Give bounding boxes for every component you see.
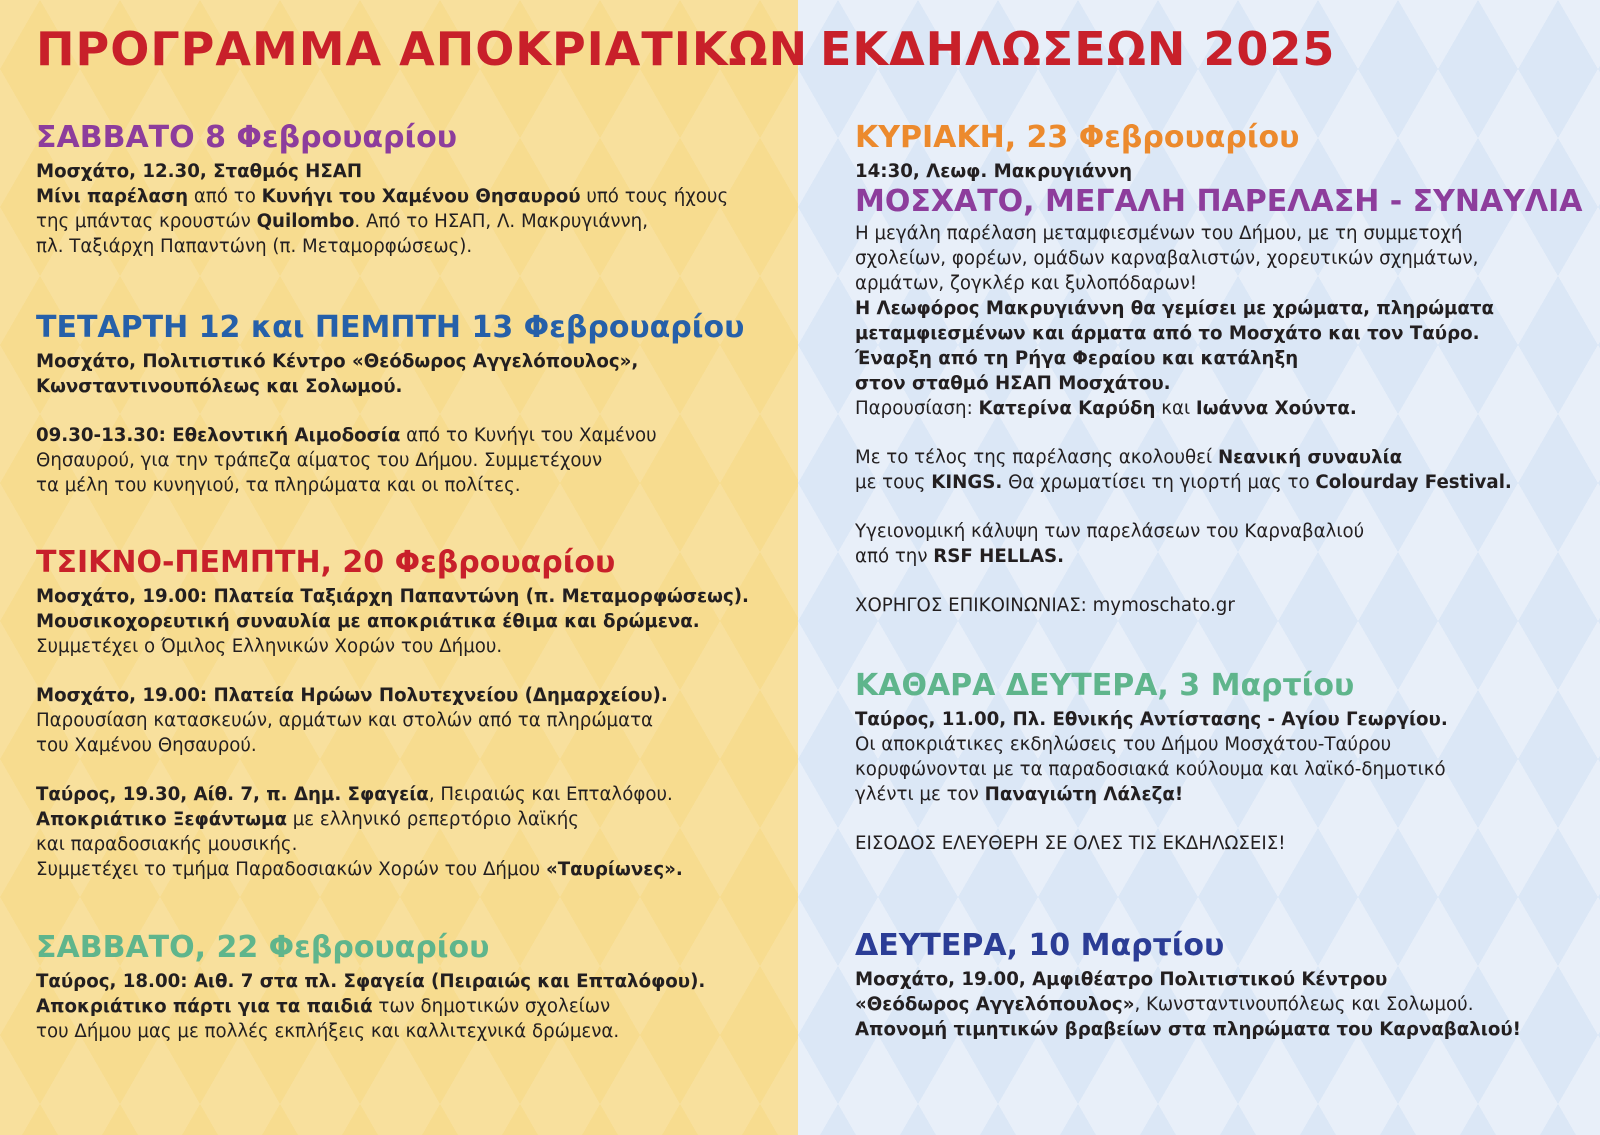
page-title-left: ΠΡΟΓΡΑΜΜΑ ΑΠΟΚΡΙΑΤΙΚΩΝ bbox=[36, 22, 809, 76]
event-line: «Θεόδωρος Αγγελόπουλος», Κωνσταντινουπόλεως και Σολωμού. bbox=[855, 994, 1474, 1015]
event-feb-23 bbox=[855, 120, 1583, 618]
event-heading: ΣΑΒΒΑΤΟ, 22 Φεβρουαρίου bbox=[36, 930, 490, 965]
event-feb-22 bbox=[36, 930, 705, 1044]
event-line: Οι αποκριάτικες εκδηλώσεις του Δήμου Μοσχάτου-Ταύρου bbox=[855, 734, 1392, 755]
event-line: Μοσχάτο, 19.00: Πλατεία Ηρώων Πολυτεχνείου (Δημαρχείου). bbox=[36, 685, 668, 706]
event-line: Ταύρος, 19.30, Αίθ. 7, π. Δημ. Σφαγεία, Πειραιώς και Επταλόφου. bbox=[36, 784, 673, 805]
event-heading: ΔΕΥΤΕΡΑ, 10 Μαρτίου bbox=[855, 928, 1225, 963]
event-feb-12-13 bbox=[36, 310, 744, 498]
event-line: από την RSF HELLAS. bbox=[855, 546, 1065, 567]
event-heading: ΚΥΡΙΑΚΗ, 23 Φεβρουαρίου bbox=[855, 120, 1300, 155]
event-line: Αποκριάτικο Ξεφάντωμα με ελληνικό ρεπερτόριο λαϊκής bbox=[36, 809, 579, 830]
event-line: 14:30, Λεωφ. Μακρυγιάννη bbox=[855, 161, 1133, 182]
event-line: μεταμφιεσμένων και άρματα από το Μοσχάτο και τον Ταύρο. bbox=[855, 323, 1480, 344]
event-heading: ΚΑΘΑΡΑ ΔΕΥΤΕΡΑ, 3 Μαρτίου bbox=[855, 668, 1355, 703]
event-line: πλ. Ταξιάρχη Παπαντώνη (π. Μεταμορφώσεως). bbox=[36, 236, 473, 257]
event-line: Η Λεωφόρος Μακρυγιάννη θα γεμίσει με χρώματα, πληρώματα bbox=[855, 298, 1495, 319]
event-line: Απονομή τιμητικών βραβείων στα πληρώματα του Καρναβαλιού! bbox=[855, 1019, 1521, 1040]
event-line: Ταύρος, 18.00: Αιθ. 7 στα πλ. Σφαγεία (Πειραιώς και Επταλόφου). bbox=[36, 971, 706, 992]
event-line: γλέντι με τον Παναγιώτη Λάλεζα! bbox=[855, 784, 1184, 805]
media-sponsor-line: ΧΟΡΗΓΟΣ ΕΠΙΚΟΙΝΩΝΙΑΣ: mymoschato.gr bbox=[855, 595, 1235, 616]
event-line: Μοσχάτο, 19.00: Πλατεία Ταξιάρχη Παπαντώνη (π. Μεταμορφώσεως). bbox=[36, 586, 749, 607]
event-line: Μοσχάτο, Πολιτιστικό Κέντρο «Θεόδωρος Αγγελόπουλος», bbox=[36, 351, 639, 372]
free-entry-notice: ΕΙΣΟΔΟΣ ΕΛΕΥΘΕΡΗ ΣΕ ΟΛΕΣ ΤΙΣ ΕΚΔΗΛΩΣΕΙΣ! bbox=[855, 833, 1286, 854]
event-heading: ΣΑΒΒΑΤΟ 8 Φεβρουαρίου bbox=[36, 120, 458, 155]
event-line: του Δήμου μας με πολλές εκπλήξεις και καλλιτεχνικά δρώμενα. bbox=[36, 1021, 620, 1042]
event-heading: ΤΣΙΚΝΟ-ΠΕΜΠΤΗ, 20 Φεβρουαρίου bbox=[36, 545, 616, 580]
event-line: Παρουσίαση κατασκευών, αρμάτων και στολών από τα πληρώματα bbox=[36, 710, 654, 731]
event-line: Μοσχάτο, 12.30, Σταθμός ΗΣΑΠ bbox=[36, 161, 363, 182]
event-line: Με το τέλος της παρέλασης ακολουθεί Νεανική συναυλία bbox=[855, 447, 1403, 468]
event-line: κορυφώνονται με τα παραδοσιακά κούλουμα και λαϊκό-δημοτικό bbox=[855, 759, 1446, 780]
event-mar-3 bbox=[855, 668, 1448, 856]
event-line: και παραδοσιακής μουσικής. bbox=[36, 834, 298, 855]
page-title-right: ΕΚΔΗΛΩΣΕΩΝ 2025 bbox=[820, 22, 1336, 76]
event-line: Έναρξη από τη Ρήγα Φεραίου και κατάληξη bbox=[855, 348, 1299, 369]
event-line: της μπάντας κρουστών Quilombo. Από το ΗΣΑΠ, Λ. Μακρυγιάννη, bbox=[36, 211, 648, 232]
event-line: Μίνι παρέλαση από το Κυνήγι του Χαμένου Θησαυρού υπό τους ήχους bbox=[36, 186, 729, 207]
event-line: Κωνσταντινουπόλεως και Σολωμού. bbox=[36, 376, 403, 397]
event-mar-10 bbox=[855, 928, 1521, 1042]
event-line: τα μέλη του κυνηγιού, τα πληρώματα και οι πολίτες. bbox=[36, 475, 521, 496]
event-line: Μουσικοχορευτική συναυλία με αποκριάτικα έθιμα και δρώμενα. bbox=[36, 611, 700, 632]
event-line: στον σταθμό ΗΣΑΠ Μοσχάτου. bbox=[855, 373, 1171, 394]
event-line: Υγειονομική κάλυψη των παρελάσεων του Καρναβαλιού bbox=[855, 521, 1365, 542]
event-heading: ΤΕΤΑΡΤΗ 12 και ΠΕΜΠΤΗ 13 Φεβρουαρίου bbox=[36, 310, 745, 345]
event-subheading: ΜΟΣΧΑΤΟ, ΜΕΓΑΛΗ ΠΑΡΕΛΑΣΗ - ΣΥΝΑΥΛΙΑ bbox=[855, 184, 1583, 219]
event-line: αρμάτων, ζογκλέρ και ξυλοπόδαρων! bbox=[855, 273, 1198, 294]
event-line: του Χαμένου Θησαυρού. bbox=[36, 735, 257, 756]
event-line: με τους KINGS. Θα χρωματίσει τη γιορτή μας το Colourday Festival. bbox=[855, 472, 1512, 493]
event-line: σχολείων, φορέων, ομάδων καρναβαλιστών, χορευτικών σχημάτων, bbox=[855, 248, 1479, 269]
event-line: Η μεγάλη παρέλαση μεταμφιεσμένων του Δήμου, με τη συμμετοχή bbox=[855, 223, 1463, 244]
event-line: Θησαυρού, για την τράπεζα αίματος του Δήμου. Συμμετέχουν bbox=[36, 450, 603, 471]
event-line: Παρουσίαση: Κατερίνα Καρύδη και Ιωάννα Χούντα. bbox=[855, 398, 1357, 419]
event-line: Μοσχάτο, 19.00, Αμφιθέατρο Πολιτιστικού Κέντρου bbox=[855, 969, 1388, 990]
event-feb-20 bbox=[36, 545, 749, 882]
event-line: Αποκριάτικο πάρτι για τα παιδιά των δημοτικών σχολείων bbox=[36, 996, 611, 1017]
event-line: Συμμετέχει ο Όμιλος Ελληνικών Χορών του Δήμου. bbox=[36, 636, 503, 657]
event-feb-8 bbox=[36, 120, 728, 259]
event-line: Ταύρος, 11.00, Πλ. Εθνικής Αντίστασης - Αγίου Γεωργίου. bbox=[855, 709, 1448, 730]
event-line: 09.30-13.30: Εθελοντική Αιμοδοσία από το Κυνήγι του Χαμένου bbox=[36, 425, 657, 446]
event-line: Συμμετέχει το τμήμα Παραδοσιακών Χορών του Δήμου «Ταυρίωνες». bbox=[36, 859, 683, 880]
